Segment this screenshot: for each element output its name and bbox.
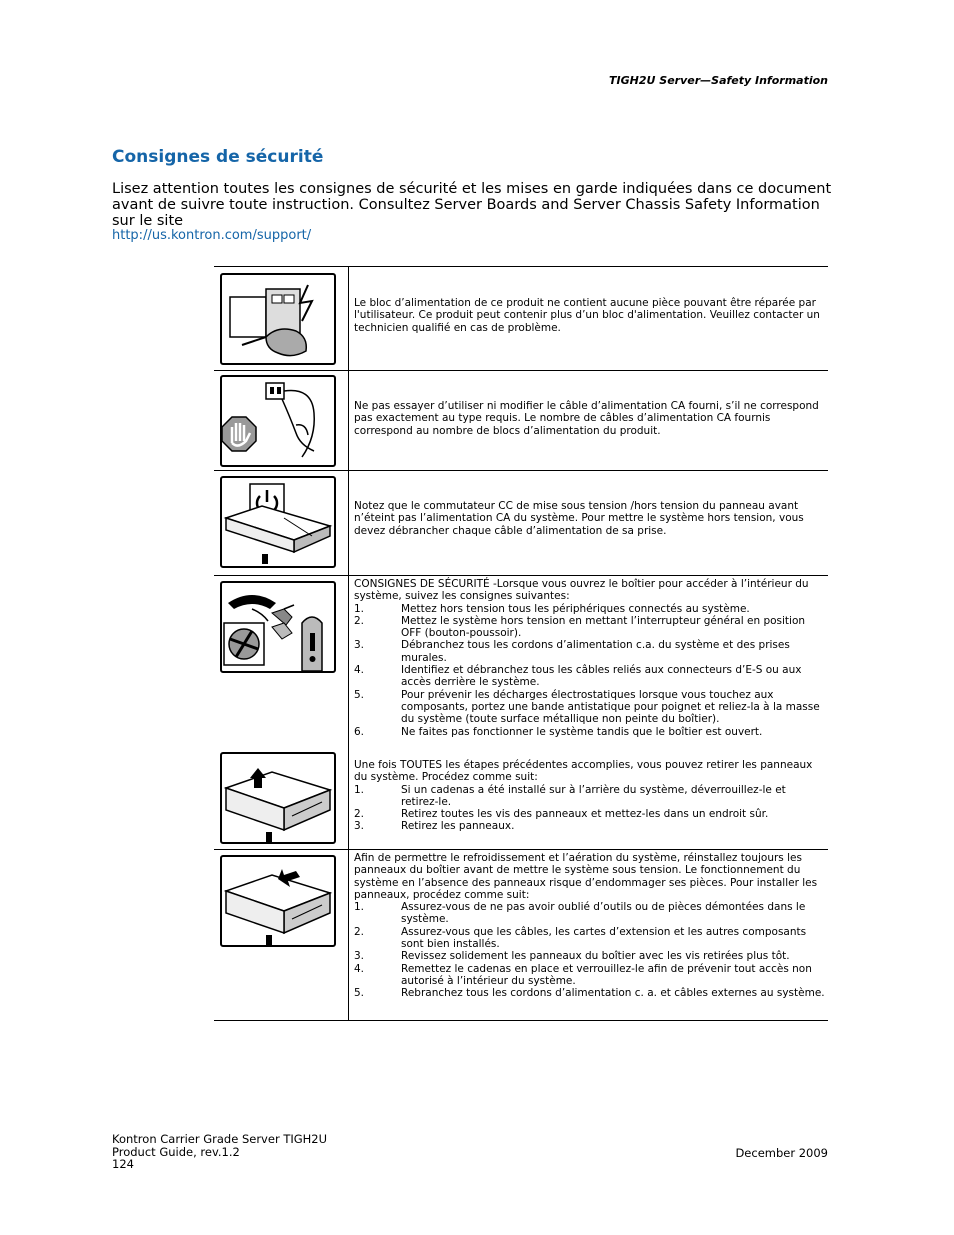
step-number: 1. <box>354 901 365 914</box>
steps-list <box>354 784 826 833</box>
step-number: 2. <box>354 614 365 627</box>
table-row <box>214 470 828 576</box>
steps-list <box>354 603 826 738</box>
steps-intro: Une fois TOUTES les étapes précédentes accomplies, vous pouvez retirer les panneaux du système. Procédez comme suit: <box>354 759 813 784</box>
step-item <box>354 615 826 640</box>
step-item <box>354 784 826 809</box>
step-text: Mettez le système hors tension en mettant l’interrupteur général en position OFF (bouton-poussoir). <box>401 614 806 640</box>
step-item <box>354 926 826 951</box>
footer-revision: Product Guide, rev.1.2 <box>112 1144 240 1159</box>
footer-date: December 2009 <box>735 1146 828 1160</box>
icon-cell <box>214 849 349 1020</box>
table-row <box>214 370 828 471</box>
table-row <box>214 267 828 371</box>
step-item <box>354 689 826 726</box>
step-item <box>354 808 826 820</box>
support-link[interactable]: http://us.kontron.com/support/ <box>112 228 312 243</box>
steps-intro: CONSIGNES DE SÉCURITÉ -Lorsque vous ouvrez le boîtier pour accéder à l’intérieur du système, suivez les consignes suivantes: <box>354 578 809 603</box>
icon-cell <box>214 267 349 370</box>
step-number: 2. <box>354 808 365 821</box>
step-item <box>354 726 826 738</box>
step-text: Retirez les panneaux. <box>401 820 515 833</box>
step-item <box>354 950 826 962</box>
step-number: 5. <box>354 987 365 1000</box>
step-item <box>354 664 826 689</box>
step-number: 5. <box>354 688 365 701</box>
phone-fan-warning-icon <box>220 581 336 673</box>
step-number: 1. <box>354 602 365 615</box>
table-row <box>214 575 828 850</box>
step-text: Retirez toutes les vis des panneaux et mettez-les dans un endroit sûr. <box>401 808 769 821</box>
chassis-cover-down-icon <box>220 855 336 947</box>
page-number: 124 <box>112 1157 134 1171</box>
step-item <box>354 901 826 926</box>
step-text: Ne faites pas fonctionner le système tandis que le boîtier est ouvert. <box>401 725 763 738</box>
step-text: Mettez hors tension tous les périphériques connectés au système. <box>401 602 750 615</box>
safety-table <box>214 266 828 1000</box>
step-text: Revissez solidement les panneaux du boîtier avec les vis retirées plus tôt. <box>401 950 790 963</box>
running-header: TIGH2U Server—Safety Information <box>609 74 828 87</box>
step-item <box>354 963 826 988</box>
step-number: 3. <box>354 639 365 652</box>
step-item <box>354 603 826 615</box>
step-number: 4. <box>354 962 365 975</box>
step-item <box>354 820 826 832</box>
step-text: Remettez le cadenas en place et verrouillez-le afin de prévenir tout accès non autorisé à l’intérieur du système. <box>401 962 812 987</box>
steps-block <box>354 578 826 738</box>
step-number: 3. <box>354 820 365 833</box>
row-text: Notez que le commutateur CC de mise sous tension /hors tension du panneau avant n’éteint pas l’alimentation CA du système. Pour mettre le système hors tension, vous devez débrancher chaque câble d’alimentation de sa prise. <box>354 500 804 537</box>
step-item <box>354 987 826 999</box>
power-cord-stop-icon <box>220 375 336 467</box>
row-text: Le bloc d’alimentation de ce produit ne contient aucune pièce pouvant être réparée par l'utilisateur. Ce produit peut contenir plus d’un bloc d'alimentation. Veuillez contacter un technicien qualifié en cas de problème. <box>354 297 820 334</box>
step-text: Rebranchez tous les cordons d’alimentation c. a. et câbles externes au système. <box>401 987 825 1000</box>
step-number: 3. <box>354 950 365 963</box>
table-row <box>214 849 828 1021</box>
step-text: Débranchez tous les cordons d’alimentation c.a. du système et des prises murales. <box>401 639 790 664</box>
step-number: 1. <box>354 783 365 796</box>
step-text: Assurez-vous que les câbles, les cartes d’extension et les autres composants sont bien installés. <box>401 925 807 951</box>
power-switch-icon <box>220 476 336 568</box>
steps-block <box>354 759 826 833</box>
step-number: 6. <box>354 725 365 738</box>
steps-block <box>354 852 826 1000</box>
step-number: 2. <box>354 925 365 938</box>
icon-cell <box>214 575 349 849</box>
row-text: Ne pas essayer d’utiliser ni modifier le câble d’alimentation CA fourni, s’il ne correspond pas exactement au type requis. Le nombre de câbles d’alimentation CA fournis correspond au nombre de blocs d’alimentation du produit. <box>354 400 819 437</box>
icon-cell <box>214 470 349 575</box>
section-title: Consignes de sécurité <box>112 147 324 167</box>
step-number: 4. <box>354 664 365 677</box>
step-text: Identifiez et débranchez tous les câbles reliés aux connecteurs d’E-S ou aux accès derrière le système. <box>401 664 802 689</box>
footer-doc-info <box>112 1133 327 1171</box>
intro-paragraph: Lisez attention toutes les consignes de sécurité et les mises en garde indiquées dans ce document avant de suivre toute instruction. Consultez Server Boards and Server Chassis Safety Information sur le site <box>112 181 832 229</box>
footer-product: Kontron Carrier Grade Server TIGH2U <box>112 1132 328 1146</box>
step-item <box>354 639 826 664</box>
chassis-cover-up-icon <box>220 752 336 844</box>
power-supply-shock-icon <box>220 273 336 365</box>
icon-cell <box>214 370 349 470</box>
steps-list <box>354 901 826 999</box>
step-text: Si un cadenas a été installé sur à l’arrière du système, déverrouillez-le et retirez-le. <box>401 783 786 808</box>
steps-intro: Afin de permettre le refroidissement et l’aération du système, réinstallez toujours les panneaux du boîtier avant de mettre le système sous tension. Le fonctionnement du système en l’absence des panneaux risque d’endommager ses pièces. Pour installer les panneaux, procédez comme suit: <box>354 852 818 901</box>
step-text: Assurez-vous de ne pas avoir oublié d’outils ou de pièces démontées dans le système. <box>401 901 806 926</box>
step-text: Pour prévenir les décharges électrostatiques lorsque vous touchez aux composants, portez une bande antistatique pour poignet et reliez-la à la masse du système (toute surface métallique non peinte du boîtier). <box>401 688 820 726</box>
